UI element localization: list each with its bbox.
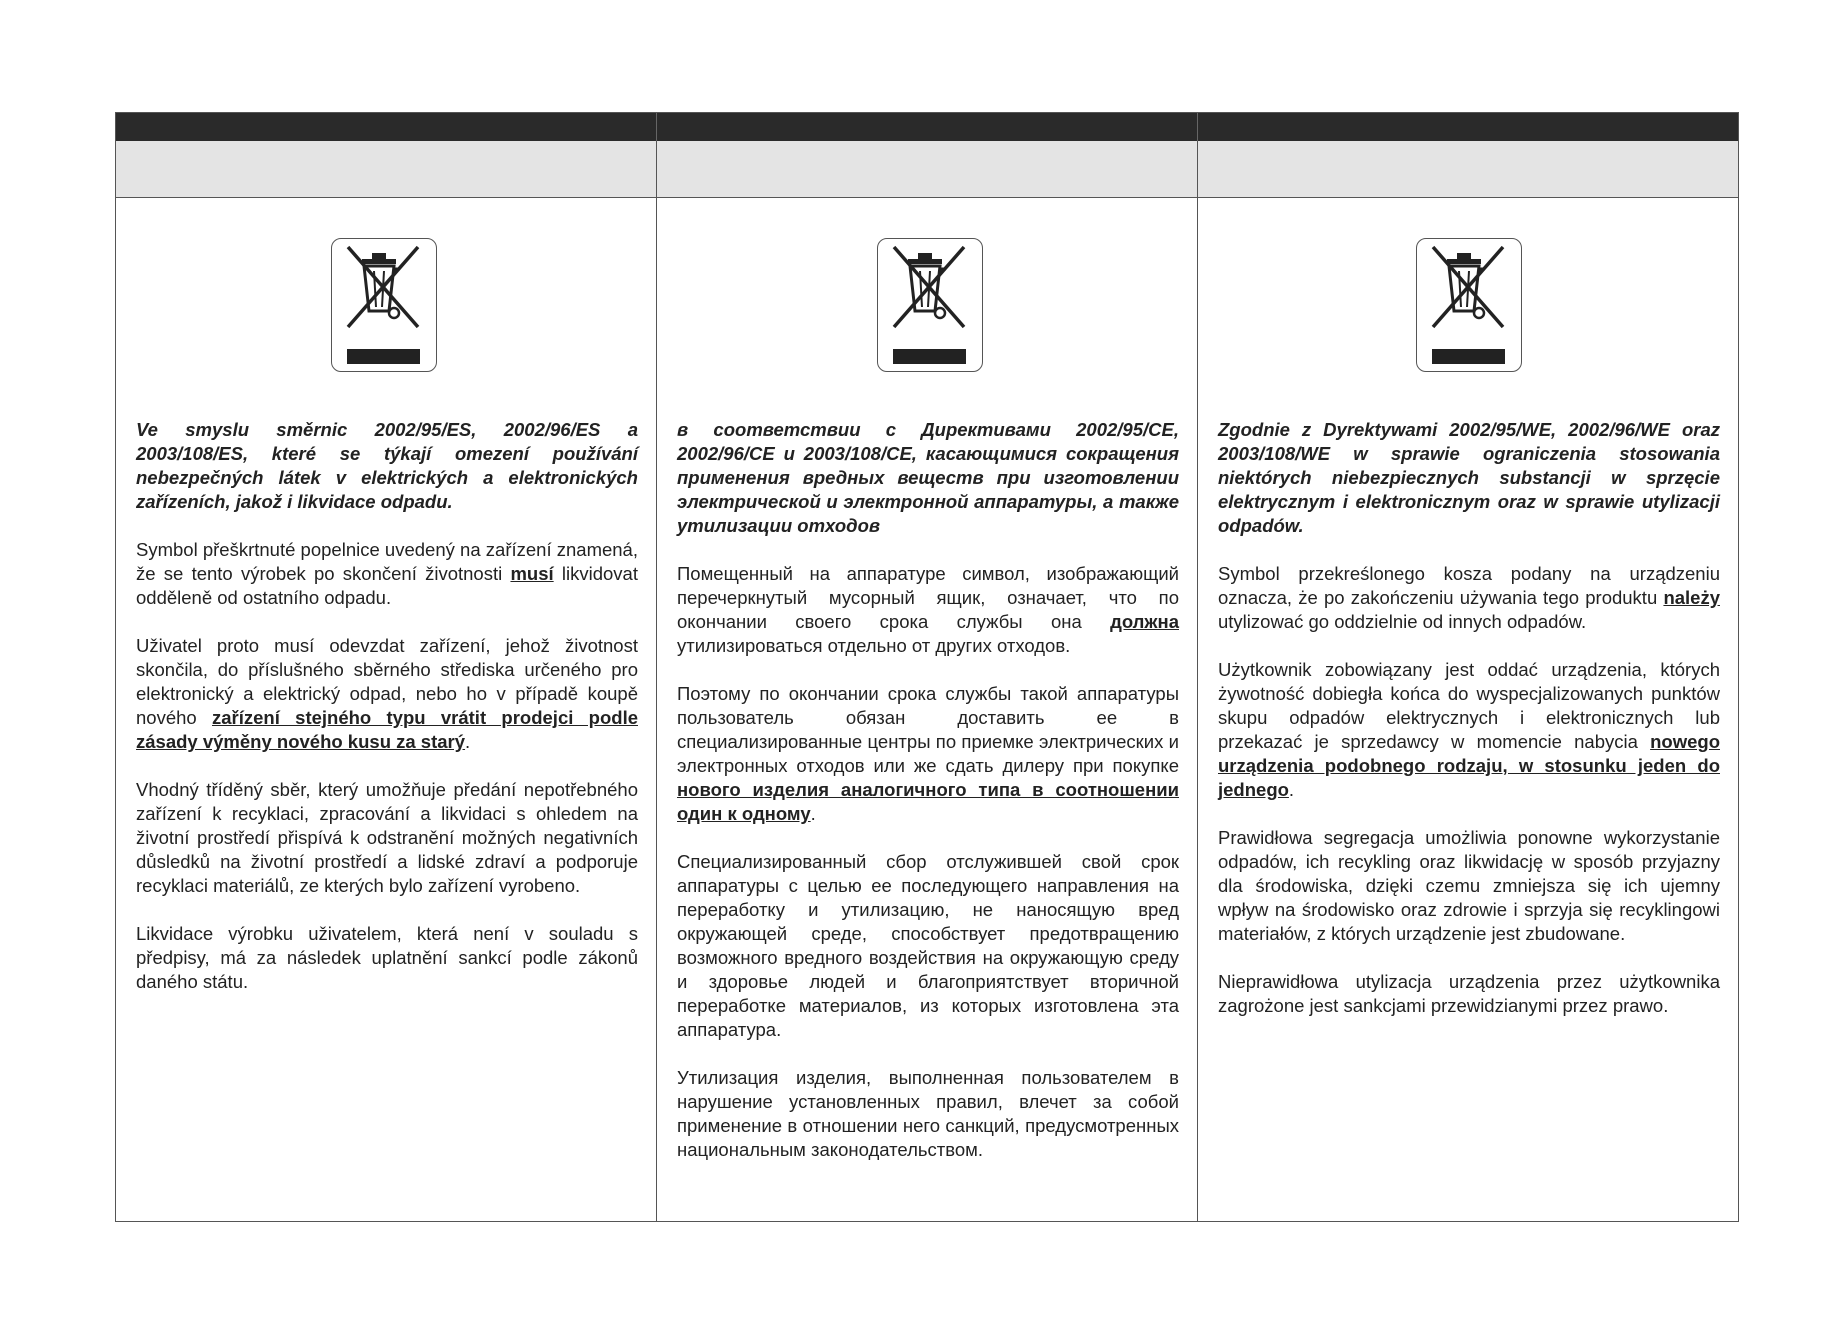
text-span: Użytkownik zobowiązany jest oddać urządzenia, których żywotność dobiegła końca do wyspecjalizowanych punktów skupu odpadów elektrycznych i elektronicznych lub przekazać je sprzedawcy w momencie nabycia: [1218, 659, 1720, 752]
column-pl: [1197, 198, 1738, 1221]
header-bar: [116, 113, 1738, 141]
text-block-cs: [136, 418, 638, 1018]
emphasis-span: należy: [1663, 587, 1720, 608]
text-span: Uživatel proto musí odevzdat zařízení, jehož životnost skončila, do příslušného sběrného střediska určeného pro elektronický a elektrický odpad, nebo ho v případě koupě nového: [136, 635, 638, 728]
crossed-out-wheelie-bin-icon: [331, 238, 437, 372]
directive-heading: в соответствии с Директивами 2002/95/CE, 2002/96/CE и 2003/108/CE, касающимися сокращения применения вредных веществ при изготовлении электрической и электронной аппаратуры, а также утилизации отходов: [677, 419, 1179, 536]
text-block-ru: [677, 418, 1179, 1186]
text-span: Помещенный на аппаратуре символ, изображающий перечеркнутый мусорный ящик, означает, что по окончании своего срока службы она: [677, 563, 1179, 632]
weee-notice-table: [115, 112, 1739, 1222]
text-block-pl: [1218, 418, 1720, 1042]
paragraph-sanctions: Утилизация изделия, выполненная пользователем в нарушение установленных правил, влечет за собой применение в отношении него санкций, предусмотренных национальным законодательством.: [677, 1067, 1179, 1160]
crossed-out-wheelie-bin-icon: [877, 238, 983, 372]
subheader-cell-cs: [116, 141, 656, 197]
directive-heading: Zgodnie z Dyrektywami 2002/95/WE, 2002/96/WE oraz 2003/108/WE w sprawie ograniczenia stosowania niektórych niebezpiecznych substancji w sprzęcie elektrycznym i elektronicznym oraz w sprawie utylizacji odpadów.: [1218, 419, 1720, 536]
paragraph-separate-collection: Специализированный сбор отслужившей свой срок аппаратуры с целью ее последующего направления на переработку и утилизацию, не наносящую вред окружающей среде, способствует предотвращению возможного вредного воздействия на окружающую среду и здоровье людей и благоприятствует вторичной переработке материалов, из которых изготовлена эта аппаратура.: [677, 851, 1179, 1040]
emphasis-span: нового изделия аналогичного типа в соотношении один к одному: [677, 779, 1179, 824]
paragraph-separate-collection: Vhodný tříděný sběr, který umožňuje předání nepotřebného zařízení k recyklaci, zpracování a likvidaci s ohledem na životní prostředí přispívá k odstranění možných negativních důsledků na životní prostředí a lidské zdraví a podporuje recyklaci materiálů, ze kterých bylo zařízení vyrobeno.: [136, 779, 638, 896]
paragraph-symbol-meaning: [677, 562, 1179, 658]
text-span: .: [1288, 779, 1295, 800]
emphasis-span: nowego urządzenia podobnego rodzaju, w stosunku jeden do jednego: [1218, 731, 1720, 800]
text-span: .: [465, 731, 471, 752]
paragraph-sanctions: Likvidace výrobku uživatelem, která není v souladu s předpisy, má za následek uplatnění sankcí podle zákonů daného státu.: [136, 923, 638, 992]
column-ru: [656, 198, 1197, 1221]
header-cell-ru: [656, 113, 1197, 141]
emphasis-span: musí: [510, 563, 554, 584]
text-span: утилизироваться отдельно от других отходов.: [677, 635, 1071, 656]
subheader-bar: [116, 141, 1738, 198]
paragraph-symbol-meaning: [136, 538, 638, 610]
header-cell-pl: [1197, 113, 1738, 141]
emphasis-span: zařízení stejného typu vrátit prodejci podle zásady výměny nového kusu za starý: [136, 707, 638, 752]
paragraph-sanctions: Nieprawidłowa utylizacja urządzenia przez użytkownika zagrożone jest sankcjami przewidzianymi przez prawo.: [1218, 971, 1720, 1016]
crossed-out-wheelie-bin-icon: [1416, 238, 1522, 372]
directive-heading: Ve smyslu směrnic 2002/95/ES, 2002/96/ES a 2003/108/ES, které se týkají omezení používání nebezpečných látek v elektrických a elektronických zařízeních, jakož i likvidace odpadu.: [136, 419, 638, 512]
text-span: utylizować go oddzielnie od innych odpadów.: [1218, 611, 1587, 632]
text-span: Symbol przekreślonego kosza podany na urządzeniu oznacza, że po zakończeniu używania tego produktu: [1218, 563, 1720, 608]
subheader-cell-ru: [656, 141, 1197, 197]
paragraph-user-obligation: [136, 634, 638, 754]
columns: [116, 198, 1738, 1221]
paragraph-symbol-meaning: [1218, 562, 1720, 634]
emphasis-span: должна: [1110, 611, 1179, 632]
text-span: Symbol přeškrtnuté popelnice uvedený na zařízení znamená, že se tento výrobek po skončení životnosti: [136, 539, 638, 584]
paragraph-user-obligation: [677, 682, 1179, 826]
header-cell-cs: [116, 113, 656, 141]
text-span: .: [810, 803, 816, 824]
text-span: Поэтому по окончании срока службы такой аппаратуры пользователь обязан доставить ее в специализированные центры по приемке электрических и электронных отходов или же сдать дилеру при покупке: [677, 683, 1179, 776]
text-span: likvidovat odděleně od ostatního odpadu.: [136, 563, 638, 608]
paragraph-user-obligation: [1218, 658, 1720, 802]
column-cs: [116, 198, 656, 1221]
subheader-cell-pl: [1197, 141, 1738, 197]
paragraph-separate-collection: Prawidłowa segregacja umożliwia ponowne wykorzystanie odpadów, ich recykling oraz likwidację w sposób przyjazny dla środowiska, dzięki czemu zmniejsza się ich ujemny wpływ na środowisko oraz zdrowie i sprzyja się recyklingowi materiałów, z których urządzenie jest zbudowane.: [1218, 827, 1720, 944]
